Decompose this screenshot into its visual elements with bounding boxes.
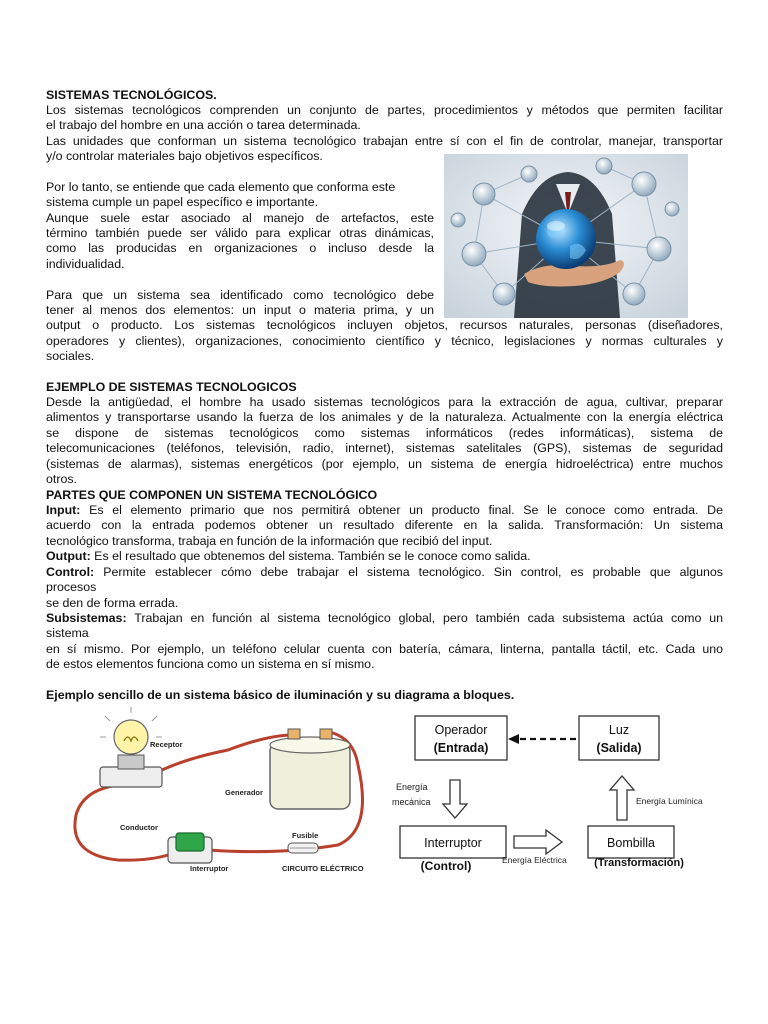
block-diagram-drawing — [386, 708, 726, 876]
globe-network-illustration — [444, 154, 688, 318]
up-arrow-icon — [610, 776, 634, 820]
term-label: Output: — [46, 549, 91, 563]
text-line: Subsistemas: Trabajan en función al sistema tecnológico global, pero también cada subsistema actúa como un — [46, 611, 723, 625]
text-line: el trabajo del hombre en una acción o tarea determinada. — [46, 118, 361, 132]
block-diagram — [386, 708, 726, 876]
label-fusible: Fusible — [292, 831, 319, 840]
label-energia-mecanica-1: Energía — [396, 782, 428, 792]
electric-circuit-figure — [58, 705, 380, 875]
text-line: Las unidades que conforman un sistema tecnológico trabajan entre sí con el fin de controlar, manejar, transportar — [46, 134, 723, 148]
text-line: sistema cumple un papel específico e importante. — [46, 195, 319, 209]
text-line: operadores y clientes), organizaciones, conocimiento científico y técnico, legislaciones y normas culturales y — [46, 334, 723, 348]
text-line: término también puede ser válido para explicar otras dinámicas, — [46, 226, 434, 240]
bombilla-role: (Transformación) — [594, 857, 684, 869]
bombilla-name: Bombilla — [607, 836, 655, 850]
term-label: Input: — [46, 503, 81, 517]
text-line: Para que un sistema sea identificado como tecnológico debe — [46, 288, 434, 302]
text-line: (sistemas de alarmas), sistemas energéticos (por ejemplo, un sistema de energía hidroeléctrica) entre muchos — [46, 457, 723, 471]
circuit-drawing — [58, 705, 380, 875]
luz-name: Luz — [608, 723, 630, 737]
text-line: se den de forma errada. — [46, 596, 179, 610]
text-line: se dispone de sistemas tecnológicos como sistemas informáticos (redes informáticas), sistema de — [46, 426, 723, 440]
bulb-socket-base — [100, 767, 162, 787]
section-heading-examples: EJEMPLO DE SISTEMAS TECNOLOGICOS — [46, 380, 297, 394]
text-line: procesos — [46, 580, 97, 594]
text-line: y/o controlar materiales bajo objetivos específicos. — [46, 149, 323, 163]
label-energia-mecanica-2: mecánica — [392, 797, 431, 807]
right-arrow-icon — [514, 830, 562, 854]
down-arrow-icon — [443, 780, 467, 818]
interruptor-name: Interruptor — [424, 836, 482, 850]
technology-network-photo — [444, 154, 688, 318]
text-line: de estos elementos funciona como un sistema en sí mismo. — [46, 657, 375, 671]
text-line: acuerdo con la entrada podemos obtener un resultado diferente en la salida. Transformación: Un sistema — [46, 518, 723, 532]
text-line: Los sistemas tecnológicos comprenden un conjunto de partes, procedimientos y métodos que permiten facilitar — [46, 103, 723, 117]
page-title: SISTEMAS TECNOLÓGICOS. — [46, 88, 217, 102]
switch-icon — [176, 833, 204, 851]
label-receptor: Receptor — [150, 740, 183, 749]
definition-output: Output: Es el resultado que obtenemos del sistema. También se le conoce como salida. — [46, 549, 531, 563]
operador-role: (Entrada) — [433, 741, 489, 755]
label-interruptor: Interruptor — [190, 864, 229, 873]
text-line: output o producto. Los sistemas tecnológicos incluyen objetos, recursos naturales, personas (diseñadores, — [46, 318, 723, 332]
luz-role: (Salida) — [596, 741, 642, 755]
lightbulb-icon — [114, 720, 148, 754]
circuit-caption: CIRCUITO ELÉCTRICO — [282, 864, 364, 873]
label-generador: Generador — [225, 788, 263, 797]
term-label: Subsistemas: — [46, 611, 127, 625]
term-label: Control: — [46, 565, 95, 579]
label-conductor: Conductor — [120, 823, 158, 832]
dashed-arrow-head — [508, 734, 519, 744]
text-line: alimentos y transportarse usando la fuerza de los animales y de la naturaleza. Actualmente con la energía eléctrica — [46, 410, 723, 424]
text-line: Por lo tanto, se entiende que cada elemento que conforma este — [46, 180, 396, 194]
label-energia-luminica: Energía Lumínica — [636, 796, 703, 806]
text-line: Aunque suele estar asociado al manejo de artefactos, este — [46, 211, 434, 225]
interruptor-role: (Control) — [420, 859, 472, 873]
bulb-socket — [118, 755, 144, 769]
text-line: otros. — [46, 472, 77, 486]
text-line: tener al menos dos elementos: un input o materia prima, y un — [46, 303, 434, 317]
text-line: Control: Permite establecer cómo debe trabajar el sistema tecnológico. Sin control, es probable que algunos — [46, 565, 723, 579]
section-heading-parts: PARTES QUE COMPONEN UN SISTEMA TECNOLÓGICO — [46, 488, 378, 502]
operador-name: Operador — [434, 723, 488, 737]
text-line: Desde la antigüedad, el hombre ha usado sistemas tecnológicos para la extracción de agua, cultivar, preparar — [46, 395, 723, 409]
label-energia-electrica: Energía Eléctrica — [502, 855, 567, 865]
text-line: sociales. — [46, 349, 95, 363]
text-line: Input: Es el elemento primario que nos permitirá obtener un producto final. Se le conoce como entrada. De — [46, 503, 723, 517]
text-line: telecomunicaciones (teléfonos, televisión, radio, internet), sistemas satelitales (GPS), sistemas de seguridad — [46, 441, 723, 455]
text-line: individualidad. — [46, 257, 125, 271]
text-line: como las producidas en organizaciones o incluso desde la — [46, 241, 434, 255]
example-heading: Ejemplo sencillo de un sistema básico de iluminación y su diagrama a bloques. — [46, 688, 515, 702]
text-line: tecnológico transforma, trabaja en función de la información que recibió del input. — [46, 534, 493, 548]
text-line: en sí mismo. Por ejemplo, un teléfono celular cuenta con batería, cámara, linterna, pantalla táctil, etc. Cada uno — [46, 642, 723, 656]
text-line: sistema — [46, 626, 89, 640]
